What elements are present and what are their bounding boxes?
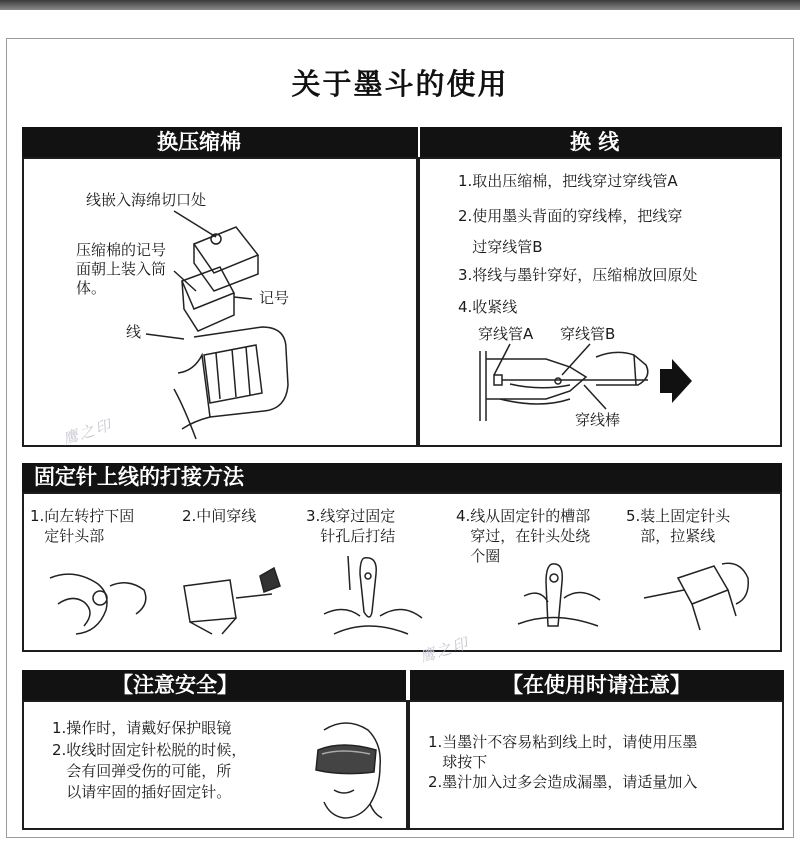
- panel-thread: [418, 157, 782, 447]
- knot-step-5: 5.装上固定针头 部，拉紧线: [626, 507, 731, 545]
- knot-step-2: 2.中间穿线: [182, 507, 257, 525]
- top-decor-band: [0, 0, 800, 10]
- watermark-1: 鹰之印: [60, 415, 115, 449]
- thread-diagram: [420, 159, 784, 449]
- watermark-2: 鹰之印: [417, 633, 472, 667]
- knot-step-4: 4.线从固定针的槽部 穿过，在针头处绕 个圈: [456, 507, 591, 565]
- panel-usage: [408, 700, 784, 830]
- section-header-safety: 【注意安全】: [112, 673, 238, 697]
- panel-knot: [22, 492, 782, 667]
- usage-item-1: 1.当墨汁不容易粘到线上时，请使用压墨 球按下: [428, 733, 698, 771]
- panel-safety: [22, 700, 408, 830]
- knot-diagrams: [24, 494, 784, 654]
- label-tube-a: 穿线管A: [478, 325, 534, 343]
- sponge-diagram: [24, 159, 420, 449]
- header-bar-sponge: [22, 127, 418, 157]
- label-tube-b: 穿线管B: [560, 325, 616, 343]
- thread-step-2: 2.使用墨头背面的穿线棒，把线穿 过穿线管B: [458, 207, 683, 256]
- label-rod: 穿线棒: [575, 411, 621, 429]
- section-header-knot: 固定针上线的打接方法: [34, 465, 244, 489]
- label-mark-face: 压缩棉的记号 面朝上装入筒 体。: [76, 241, 167, 297]
- usage-item-2: 2.墨汁加入过多会造成漏墨，请适量加入: [428, 773, 698, 791]
- knot-step-1: 1.向左转拧下固 定针头部: [30, 507, 135, 545]
- section-header-sponge: 换压缩棉: [157, 130, 241, 154]
- label-cut: 线嵌入海绵切口处: [86, 191, 207, 209]
- label-line: 线: [126, 323, 142, 341]
- section-header-thread: 换 线: [570, 130, 620, 154]
- header-bar-usage: [410, 670, 784, 700]
- page-title: 关于墨斗的使用: [291, 67, 509, 101]
- safety-item-2: 2.收线时固定针松脱的时候， 会有回弹受伤的可能，所 以请牢固的插好固定针。: [52, 741, 247, 801]
- panel-sponge: [22, 157, 418, 447]
- goggles-illustration: [294, 714, 394, 824]
- thread-step-1: 1.取出压缩棉，把线穿过穿线管A: [458, 172, 678, 190]
- knot-step-3: 3.线穿过固定 针孔后打结: [306, 507, 396, 545]
- section-header-usage: 【在使用时请注意】: [502, 673, 691, 697]
- safety-item-1: 1.操作时，请戴好保护眼镜: [52, 719, 232, 737]
- header-bar-knot: [22, 463, 782, 492]
- header-bar-safety: [22, 670, 406, 700]
- label-mark: 记号: [259, 289, 290, 307]
- header-bar-thread: [420, 127, 782, 157]
- thread-step-4: 4.收紧线: [458, 298, 518, 316]
- thread-step-3: 3.将线与墨针穿好，压缩棉放回原处: [458, 266, 698, 284]
